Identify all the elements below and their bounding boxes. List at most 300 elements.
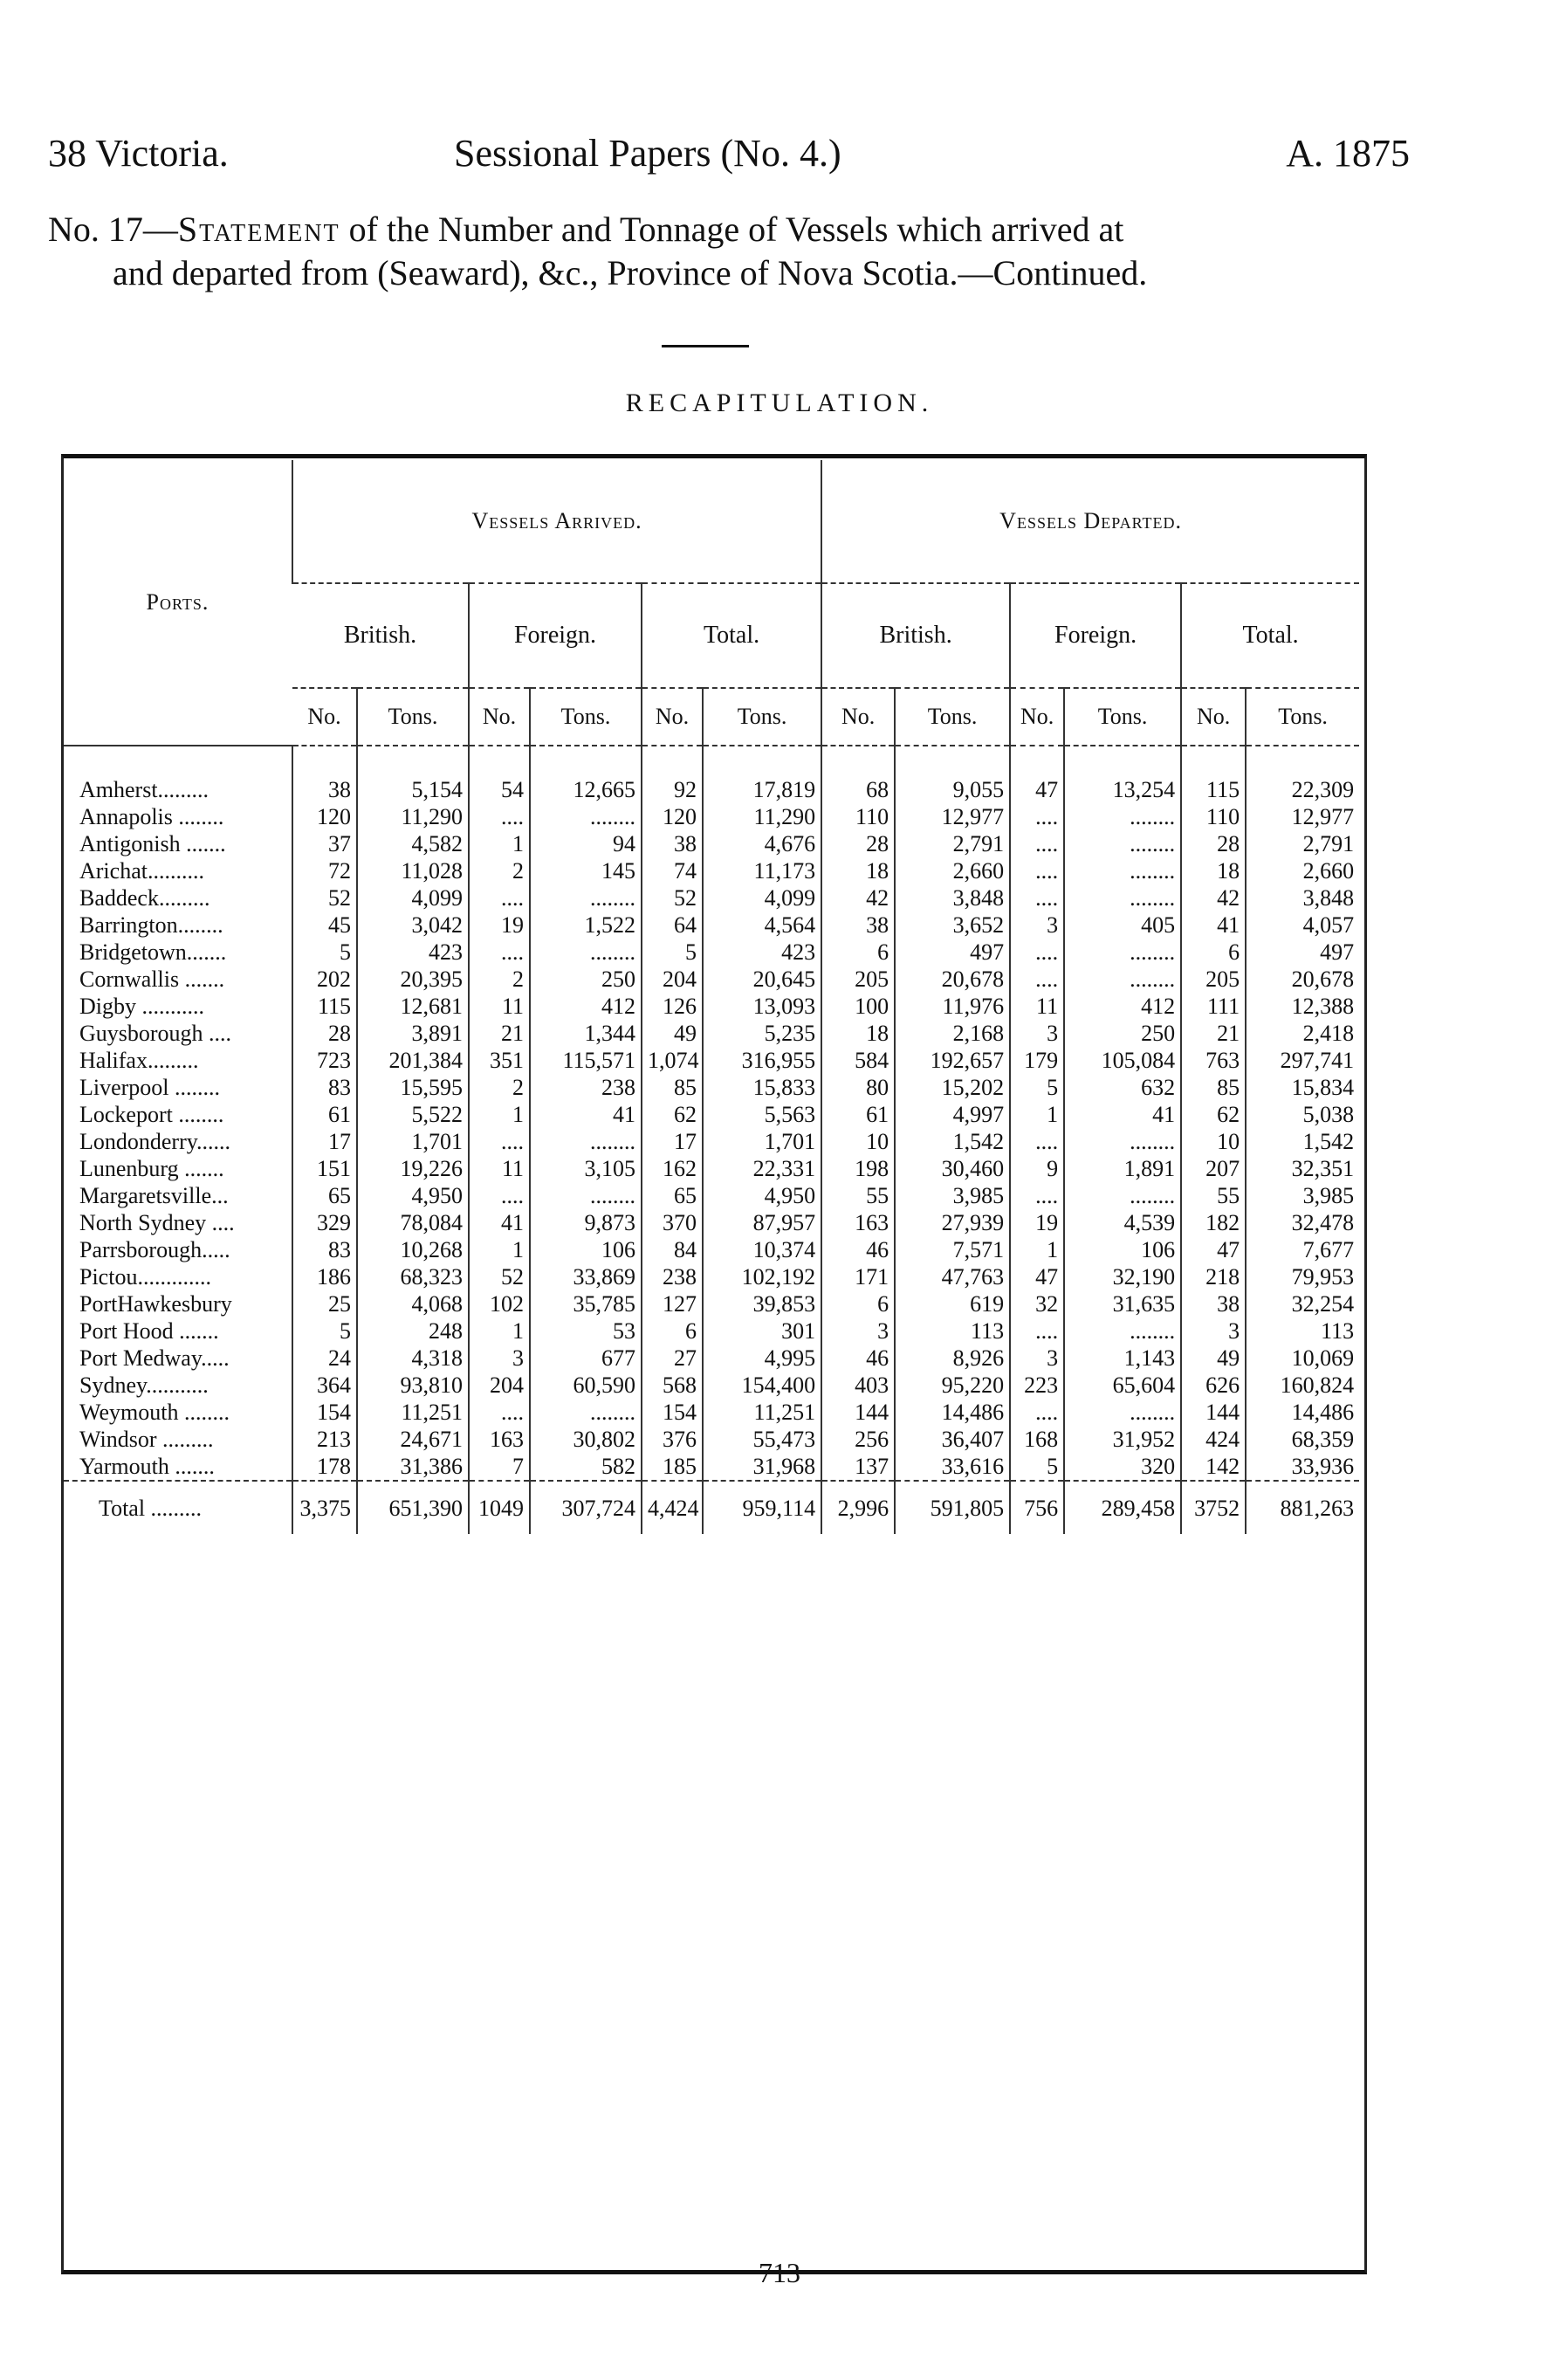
table-cell: 47 xyxy=(1010,1263,1064,1290)
table-cell: 22,309 xyxy=(1246,746,1359,803)
table-row xyxy=(64,1399,1359,1426)
table-cell: 65 xyxy=(642,1182,703,1209)
table-cell: .... xyxy=(469,1399,530,1426)
table-cell: 204 xyxy=(469,1372,530,1399)
divider xyxy=(662,345,749,347)
table-cell: 584 xyxy=(821,1047,895,1074)
table-cell: ........ xyxy=(530,1128,642,1155)
table-cell: 763 xyxy=(1181,1047,1246,1074)
table-cell: 4,068 xyxy=(357,1290,469,1317)
table-row xyxy=(64,1453,1359,1481)
table-cell: 28 xyxy=(821,830,895,857)
table-cell: 13,093 xyxy=(703,993,821,1020)
unit-header: No. xyxy=(821,688,895,746)
table-cell: .... xyxy=(1010,1182,1064,1209)
table-cell: .... xyxy=(1010,857,1064,884)
table-cell: 182 xyxy=(1181,1209,1246,1236)
caption-line1: of the Number and Tonnage of Vessels which arrived at xyxy=(340,210,1124,249)
table-cell: 28 xyxy=(292,1020,357,1047)
table-cell: 52 xyxy=(642,884,703,911)
table-cell: 38 xyxy=(1181,1290,1246,1317)
caption-statement: Statement xyxy=(177,210,340,249)
table-cell: .... xyxy=(1010,830,1064,857)
total-cell: 959,114 xyxy=(703,1481,821,1534)
total-cell: 651,390 xyxy=(357,1481,469,1534)
table-cell: .... xyxy=(469,1182,530,1209)
table-cell: 38 xyxy=(821,911,895,939)
table-cell: 3 xyxy=(469,1345,530,1372)
table-cell: 5,563 xyxy=(703,1101,821,1128)
table-cell: 329 xyxy=(292,1209,357,1236)
table-cell: 5 xyxy=(642,939,703,966)
table-cell: 250 xyxy=(530,966,642,993)
table-cell: 55,473 xyxy=(703,1426,821,1453)
table-cell: 78,084 xyxy=(357,1209,469,1236)
table-cell: 38 xyxy=(292,746,357,803)
table-cell: ........ xyxy=(1064,1399,1181,1426)
table-row xyxy=(64,1209,1359,1236)
table-cell: 62 xyxy=(1181,1101,1246,1128)
table-cell: .... xyxy=(1010,884,1064,911)
table-cell: 126 xyxy=(642,993,703,1020)
table-cell: ........ xyxy=(1064,966,1181,993)
table-cell: 11 xyxy=(469,1155,530,1182)
table-cell: 25 xyxy=(292,1290,357,1317)
subgroup-header: Foreign. xyxy=(469,583,642,688)
table-cell: 2,660 xyxy=(1246,857,1359,884)
table-cell: 35,785 xyxy=(530,1290,642,1317)
table-row xyxy=(64,857,1359,884)
table-cell: 1,701 xyxy=(703,1128,821,1155)
table-cell: 20,678 xyxy=(1246,966,1359,993)
table-cell: 31,635 xyxy=(1064,1290,1181,1317)
table-cell: 179 xyxy=(1010,1047,1064,1074)
table-cell: 207 xyxy=(1181,1155,1246,1182)
table-cell: 3,105 xyxy=(530,1155,642,1182)
table-cell: 22,331 xyxy=(703,1155,821,1182)
table-cell: 201,384 xyxy=(357,1047,469,1074)
table-cell: 102,192 xyxy=(703,1263,821,1290)
table-cell: 127 xyxy=(642,1290,703,1317)
table-cell: 113 xyxy=(895,1317,1010,1345)
unit-header: No. xyxy=(1010,688,1064,746)
table-cell: 218 xyxy=(1181,1263,1246,1290)
table-cell: 52 xyxy=(469,1263,530,1290)
table-cell: 1 xyxy=(1010,1101,1064,1128)
table-cell: ........ xyxy=(1064,857,1181,884)
port-name: Yarmouth ....... xyxy=(79,1454,215,1479)
table-cell: 21 xyxy=(469,1020,530,1047)
table-cell: 154,400 xyxy=(703,1372,821,1399)
table-cell: 238 xyxy=(530,1074,642,1101)
table-row xyxy=(64,993,1359,1020)
table-cell: 405 xyxy=(1064,911,1181,939)
table-cell: 27,939 xyxy=(895,1209,1010,1236)
table-row xyxy=(64,911,1359,939)
table-cell: 4,099 xyxy=(357,884,469,911)
table-cell: 60,590 xyxy=(530,1372,642,1399)
table-cell: 1,344 xyxy=(530,1020,642,1047)
table-cell: 95,220 xyxy=(895,1372,1010,1399)
table-cell: 27 xyxy=(642,1345,703,1372)
table-cell: 162 xyxy=(642,1155,703,1182)
table-cell: 4,676 xyxy=(703,830,821,857)
table-cell: 87,957 xyxy=(703,1209,821,1236)
table-cell: 163 xyxy=(469,1426,530,1453)
table-cell: 2 xyxy=(469,857,530,884)
table-cell: 18 xyxy=(1181,857,1246,884)
table-row xyxy=(64,1020,1359,1047)
table-cell: 19 xyxy=(469,911,530,939)
table-cell: 223 xyxy=(1010,1372,1064,1399)
table-cell: 497 xyxy=(1246,939,1359,966)
table-row xyxy=(64,1426,1359,1453)
header-left: 38 Victoria. xyxy=(48,132,229,175)
port-name: Margaretsville... xyxy=(79,1183,229,1208)
table-cell: 20,678 xyxy=(895,966,1010,993)
port-name: North Sydney .... xyxy=(79,1210,235,1235)
table-cell: ........ xyxy=(1064,803,1181,830)
table-cell: 17 xyxy=(292,1128,357,1155)
table-cell: 3,652 xyxy=(895,911,1010,939)
table-cell: 17 xyxy=(642,1128,703,1155)
table-row xyxy=(64,1155,1359,1182)
table-cell: 2,418 xyxy=(1246,1020,1359,1047)
table-cell: 28 xyxy=(1181,830,1246,857)
table-row xyxy=(64,1290,1359,1317)
table-cell: 62 xyxy=(642,1101,703,1128)
table-cell: 32,190 xyxy=(1064,1263,1181,1290)
table-row xyxy=(64,1236,1359,1263)
table-cell: 106 xyxy=(530,1236,642,1263)
ports-header: Ports. xyxy=(64,460,292,746)
table-cell: 10,374 xyxy=(703,1236,821,1263)
table-cell: 582 xyxy=(530,1453,642,1481)
table-cell: 12,977 xyxy=(1246,803,1359,830)
table-cell: 423 xyxy=(357,939,469,966)
unit-header: Tons. xyxy=(1246,688,1359,746)
table-cell: 115 xyxy=(1181,746,1246,803)
total-cell: 289,458 xyxy=(1064,1481,1181,1534)
table-cell: 110 xyxy=(821,803,895,830)
total-cell: 307,724 xyxy=(530,1481,642,1534)
table-cell: 41 xyxy=(530,1101,642,1128)
table-row xyxy=(64,1263,1359,1290)
port-name: Liverpool ........ xyxy=(79,1075,221,1100)
port-name: Londonderry...... xyxy=(79,1129,231,1154)
port-name: Sydney........... xyxy=(79,1372,209,1398)
table-cell: 33,616 xyxy=(895,1453,1010,1481)
table-cell: 94 xyxy=(530,830,642,857)
table-cell: 42 xyxy=(1181,884,1246,911)
table-cell: 15,834 xyxy=(1246,1074,1359,1101)
table-cell: 4,057 xyxy=(1246,911,1359,939)
page-number: 713 xyxy=(759,2257,800,2288)
table-cell: 3 xyxy=(1010,1020,1064,1047)
table-cell: 256 xyxy=(821,1426,895,1453)
table-cell: 12,388 xyxy=(1246,993,1359,1020)
table-cell: 4,950 xyxy=(357,1182,469,1209)
table-cell: 11,976 xyxy=(895,993,1010,1020)
subgroup-header: Foreign. xyxy=(1010,583,1181,688)
total-cell: 2,996 xyxy=(821,1481,895,1534)
table-cell: ........ xyxy=(1064,830,1181,857)
table-cell: 19,226 xyxy=(357,1155,469,1182)
table-cell: 424 xyxy=(1181,1426,1246,1453)
table-cell: 154 xyxy=(292,1399,357,1426)
table-cell: 1,522 xyxy=(530,911,642,939)
total-cell: 591,805 xyxy=(895,1481,1010,1534)
table-row xyxy=(64,1317,1359,1345)
table-cell: 5,038 xyxy=(1246,1101,1359,1128)
table-cell: 1 xyxy=(469,1317,530,1345)
group-arrived: Vessels Arrived. xyxy=(292,460,821,583)
table-cell: 31,386 xyxy=(357,1453,469,1481)
table-cell: 72 xyxy=(292,857,357,884)
table-cell: 632 xyxy=(1064,1074,1181,1101)
group-departed: Vessels Departed. xyxy=(821,460,1359,583)
table-cell: 47 xyxy=(1010,746,1064,803)
unit-header: No. xyxy=(292,688,357,746)
table-cell: 2,168 xyxy=(895,1020,1010,1047)
table-cell: 364 xyxy=(292,1372,357,1399)
table-cell: 31,952 xyxy=(1064,1426,1181,1453)
table-cell: 31,968 xyxy=(703,1453,821,1481)
table-cell: 18 xyxy=(821,857,895,884)
header-center: Sessional Papers (No. 4.) xyxy=(454,132,841,175)
table-row xyxy=(64,1074,1359,1101)
table-cell: 1,143 xyxy=(1064,1345,1181,1372)
table-cell: 30,802 xyxy=(530,1426,642,1453)
table-cell: 1 xyxy=(469,1236,530,1263)
table-cell: 102 xyxy=(469,1290,530,1317)
table-row xyxy=(64,1047,1359,1074)
table-cell: 19 xyxy=(1010,1209,1064,1236)
table-cell: 1,074 xyxy=(642,1047,703,1074)
table-cell: 412 xyxy=(1064,993,1181,1020)
table-cell: .... xyxy=(469,1128,530,1155)
total-cell: 1049 xyxy=(469,1481,530,1534)
table-cell: 120 xyxy=(292,803,357,830)
table-cell: 178 xyxy=(292,1453,357,1481)
table-cell: 250 xyxy=(1064,1020,1181,1047)
table-cell: 110 xyxy=(1181,803,1246,830)
table-cell: 3,042 xyxy=(357,911,469,939)
table-cell: 192,657 xyxy=(895,1047,1010,1074)
table-cell: 370 xyxy=(642,1209,703,1236)
table-cell: 11 xyxy=(1010,993,1064,1020)
table-cell: 2,791 xyxy=(1246,830,1359,857)
table-cell: 1,542 xyxy=(1246,1128,1359,1155)
table-cell: 41 xyxy=(469,1209,530,1236)
table-cell: 52 xyxy=(292,884,357,911)
table-cell: 55 xyxy=(821,1182,895,1209)
table-row xyxy=(64,1345,1359,1372)
table-cell: 144 xyxy=(1181,1399,1246,1426)
table-cell: 80 xyxy=(821,1074,895,1101)
table-cell: 20,645 xyxy=(703,966,821,993)
port-name: Port Medway..... xyxy=(79,1345,230,1371)
table-cell: 723 xyxy=(292,1047,357,1074)
table-cell: 3,985 xyxy=(895,1182,1010,1209)
table-cell: 33,869 xyxy=(530,1263,642,1290)
table-cell: 49 xyxy=(1181,1345,1246,1372)
table-cell: 10 xyxy=(821,1128,895,1155)
table-cell: 85 xyxy=(1181,1074,1246,1101)
table-cell: .... xyxy=(469,803,530,830)
table-cell: 46 xyxy=(821,1345,895,1372)
table-cell: 41 xyxy=(1181,911,1246,939)
table-cell: 32 xyxy=(1010,1290,1064,1317)
table-cell: 204 xyxy=(642,966,703,993)
table-cell: 74 xyxy=(642,857,703,884)
table-row xyxy=(64,966,1359,993)
port-name: Pictou............. xyxy=(79,1264,211,1290)
table-cell: 11 xyxy=(469,993,530,1020)
table-cell: ........ xyxy=(530,803,642,830)
table-cell: ........ xyxy=(1064,939,1181,966)
table-cell: 4,099 xyxy=(703,884,821,911)
table-cell: 1 xyxy=(1010,1236,1064,1263)
table-cell: 120 xyxy=(642,803,703,830)
table-cell: 423 xyxy=(703,939,821,966)
table-cell: 198 xyxy=(821,1155,895,1182)
table-cell: 320 xyxy=(1064,1453,1181,1481)
table-cell: 6 xyxy=(642,1317,703,1345)
table-cell: 677 xyxy=(530,1345,642,1372)
table-row xyxy=(64,803,1359,830)
running-header xyxy=(48,131,1410,180)
table-cell: 626 xyxy=(1181,1372,1246,1399)
table-cell: 13,254 xyxy=(1064,746,1181,803)
table-cell: 351 xyxy=(469,1047,530,1074)
total-label: Total ......... xyxy=(64,1481,292,1534)
table-cell: 11,290 xyxy=(703,803,821,830)
table-cell: 3 xyxy=(1010,1345,1064,1372)
table-cell: 106 xyxy=(1064,1236,1181,1263)
table-cell: 15,833 xyxy=(703,1074,821,1101)
table-cell: 171 xyxy=(821,1263,895,1290)
table-cell: 9,055 xyxy=(895,746,1010,803)
port-name: Windsor ......... xyxy=(79,1427,214,1452)
total-cell: 756 xyxy=(1010,1481,1064,1534)
table-cell: 6 xyxy=(1181,939,1246,966)
table-cell: .... xyxy=(1010,939,1064,966)
table-cell: 9,873 xyxy=(530,1209,642,1236)
table-cell: 316,955 xyxy=(703,1047,821,1074)
table-cell: 10,069 xyxy=(1246,1345,1359,1372)
table-cell: .... xyxy=(1010,966,1064,993)
table-cell: 32,254 xyxy=(1246,1290,1359,1317)
table-cell: 17,819 xyxy=(703,746,821,803)
port-name: Weymouth ........ xyxy=(79,1400,230,1425)
port-name: Bridgetown....... xyxy=(79,939,227,965)
unit-header: Tons. xyxy=(703,688,821,746)
table-cell: 6 xyxy=(821,1290,895,1317)
table-cell: 15,202 xyxy=(895,1074,1010,1101)
caption-prefix: No. 17— xyxy=(48,210,178,249)
table-cell: 9 xyxy=(1010,1155,1064,1182)
table-cell: 10,268 xyxy=(357,1236,469,1263)
table-cell: 5 xyxy=(292,939,357,966)
header-right: A. 1875 xyxy=(1286,132,1410,175)
table-cell: 30,460 xyxy=(895,1155,1010,1182)
table-cell: .... xyxy=(1010,1399,1064,1426)
port-name: Barrington........ xyxy=(79,912,223,938)
table-cell: 2 xyxy=(469,966,530,993)
port-name: PortHawkesbury xyxy=(79,1291,232,1317)
table-cell: .... xyxy=(1010,1128,1064,1155)
table-cell: 111 xyxy=(1181,993,1246,1020)
table-cell: 412 xyxy=(530,993,642,1020)
table-cell: 53 xyxy=(530,1317,642,1345)
table-cell: 8,926 xyxy=(895,1345,1010,1372)
table-cell: 154 xyxy=(642,1399,703,1426)
table-cell: 32,351 xyxy=(1246,1155,1359,1182)
table-cell: .... xyxy=(469,884,530,911)
table-cell: 7,571 xyxy=(895,1236,1010,1263)
table-cell: 1,542 xyxy=(895,1128,1010,1155)
table-cell: .... xyxy=(1010,1317,1064,1345)
table-cell: 105,084 xyxy=(1064,1047,1181,1074)
unit-header: No. xyxy=(642,688,703,746)
table-cell: 7 xyxy=(469,1453,530,1481)
table-row xyxy=(64,1128,1359,1155)
table-cell: 568 xyxy=(642,1372,703,1399)
table-cell: .... xyxy=(469,939,530,966)
table-cell: 20,395 xyxy=(357,966,469,993)
total-cell: 3752 xyxy=(1181,1481,1246,1534)
table-cell: 5 xyxy=(292,1317,357,1345)
table-cell: 92 xyxy=(642,746,703,803)
table-cell: 12,665 xyxy=(530,746,642,803)
table-cell: 33,936 xyxy=(1246,1453,1359,1481)
table-cell: 93,810 xyxy=(357,1372,469,1399)
table-cell: 202 xyxy=(292,966,357,993)
table-cell: 2,791 xyxy=(895,830,1010,857)
table-cell: 301 xyxy=(703,1317,821,1345)
table-cell: 6 xyxy=(821,939,895,966)
unit-header: No. xyxy=(1181,688,1246,746)
port-name: Amherst......... xyxy=(79,777,209,802)
table-cell: 4,564 xyxy=(703,911,821,939)
table-row xyxy=(64,1372,1359,1399)
table-cell: 15,595 xyxy=(357,1074,469,1101)
port-name: Lockeport ........ xyxy=(79,1102,224,1127)
unit-header: No. xyxy=(469,688,530,746)
port-name: Halifax......... xyxy=(79,1048,199,1073)
table-cell: 619 xyxy=(895,1290,1010,1317)
unit-header: Tons. xyxy=(895,688,1010,746)
table-cell: 145 xyxy=(530,857,642,884)
table-cell: 37 xyxy=(292,830,357,857)
table-cell: 55 xyxy=(1181,1182,1246,1209)
table-cell: 4,995 xyxy=(703,1345,821,1372)
port-name: Annapolis ........ xyxy=(79,804,224,829)
table-cell: 1 xyxy=(469,830,530,857)
table-cell: 84 xyxy=(642,1236,703,1263)
table-cell: 1,701 xyxy=(357,1128,469,1155)
table-cell: 3 xyxy=(821,1317,895,1345)
table-row xyxy=(64,939,1359,966)
table-cell: 24,671 xyxy=(357,1426,469,1453)
table-cell: 12,977 xyxy=(895,803,1010,830)
table-cell: 248 xyxy=(357,1317,469,1345)
table-cell: 61 xyxy=(292,1101,357,1128)
table-cell: 10 xyxy=(1181,1128,1246,1155)
table-cell: 65,604 xyxy=(1064,1372,1181,1399)
table-cell: 11,173 xyxy=(703,857,821,884)
